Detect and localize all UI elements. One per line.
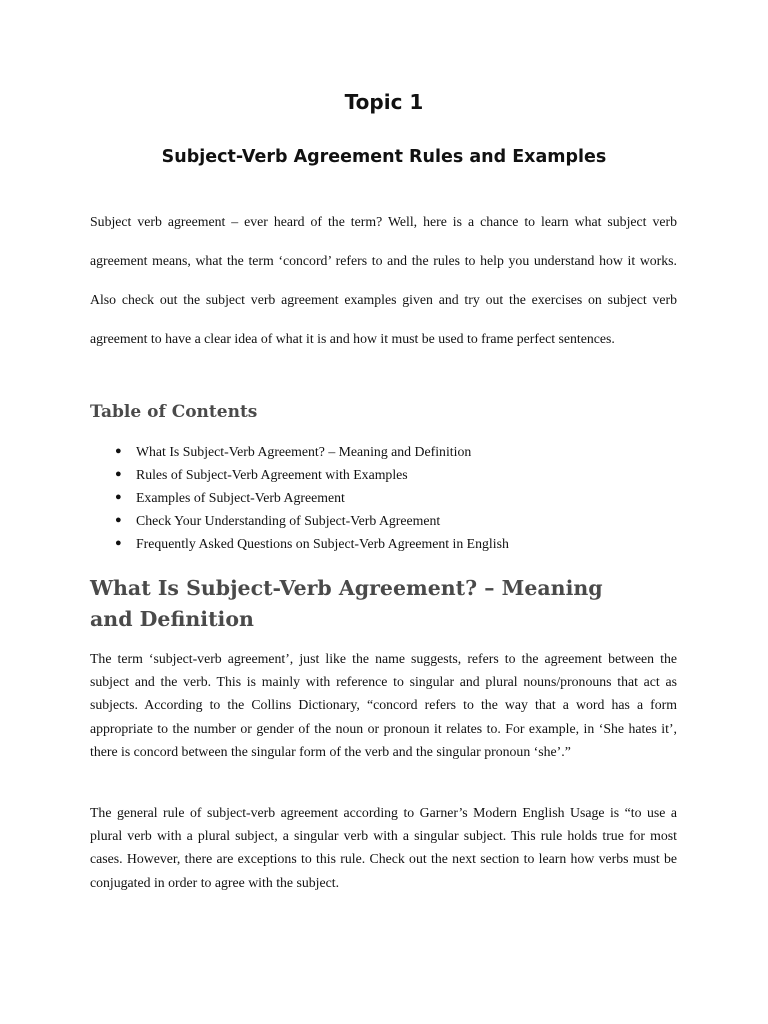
toc-item[interactable]: [90, 463, 677, 486]
toc-item[interactable]: [90, 509, 677, 532]
toc-item[interactable]: [90, 532, 677, 555]
toc-item-label: Examples of Subject-Verb Agreement: [136, 490, 345, 505]
section-heading: What Is Subject-Verb Agreement? – Meaning and Definition: [90, 576, 603, 631]
toc-item[interactable]: [90, 440, 677, 463]
intro-paragraph: Subject verb agreement – ever heard of the term? Well, here is a chance to learn what subject verb agreement means, what the term ‘concord’ refers to and the rules to help you understand how it works. Also check out the subject verb agreement examples given and try out the exercises on subject verb agreement to have a clear idea of what it is and how it must be used to frame perfect sentences.: [90, 214, 677, 346]
bullet-icon: ●: [115, 537, 122, 549]
topic-title: Topic 1: [344, 90, 424, 114]
bullet-icon: ●: [115, 468, 122, 480]
toc-item-label: What Is Subject-Verb Agreement? – Meaning and Definition: [136, 444, 472, 459]
section-paragraph: The general rule of subject-verb agreement according to Garner’s Modern English Usage is “to use a plural verb with a plural subject, a singular verb with a singular subject. This rule holds true for most cases. However, there are exceptions to this rule. Check out the next section to learn how verbs must be conjugated in order to agree with the subject.: [90, 805, 677, 890]
toc-item-label: Check Your Understanding of Subject-Verb Agreement: [136, 513, 441, 528]
section-paragraph: The term ‘subject-verb agreement’, just like the name suggests, refers to the agreement between the subject and the verb. This is mainly with reference to singular and plural nouns/pronouns that act as subjects. According to the Collins Dictionary, “concord refers to the way that a word has a form appropriate to the number or gender of the noun or pronoun it relates to. For example, in ‘She hates it’, there is concord between the singular form of the verb and the singular pronoun ‘she’.”: [90, 651, 677, 759]
bullet-icon: ●: [115, 491, 122, 503]
toc-item-label: Frequently Asked Questions on Subject-Verb Agreement in English: [136, 536, 509, 551]
toc-item-label: Rules of Subject-Verb Agreement with Examples: [136, 467, 408, 482]
toc-heading: Table of Contents: [90, 402, 258, 422]
toc-item[interactable]: [90, 486, 677, 509]
toc-list: [90, 440, 677, 555]
bullet-icon: ●: [115, 445, 122, 457]
bullet-icon: ●: [115, 514, 122, 526]
document-subtitle: Subject-Verb Agreement Rules and Examples: [161, 147, 607, 167]
